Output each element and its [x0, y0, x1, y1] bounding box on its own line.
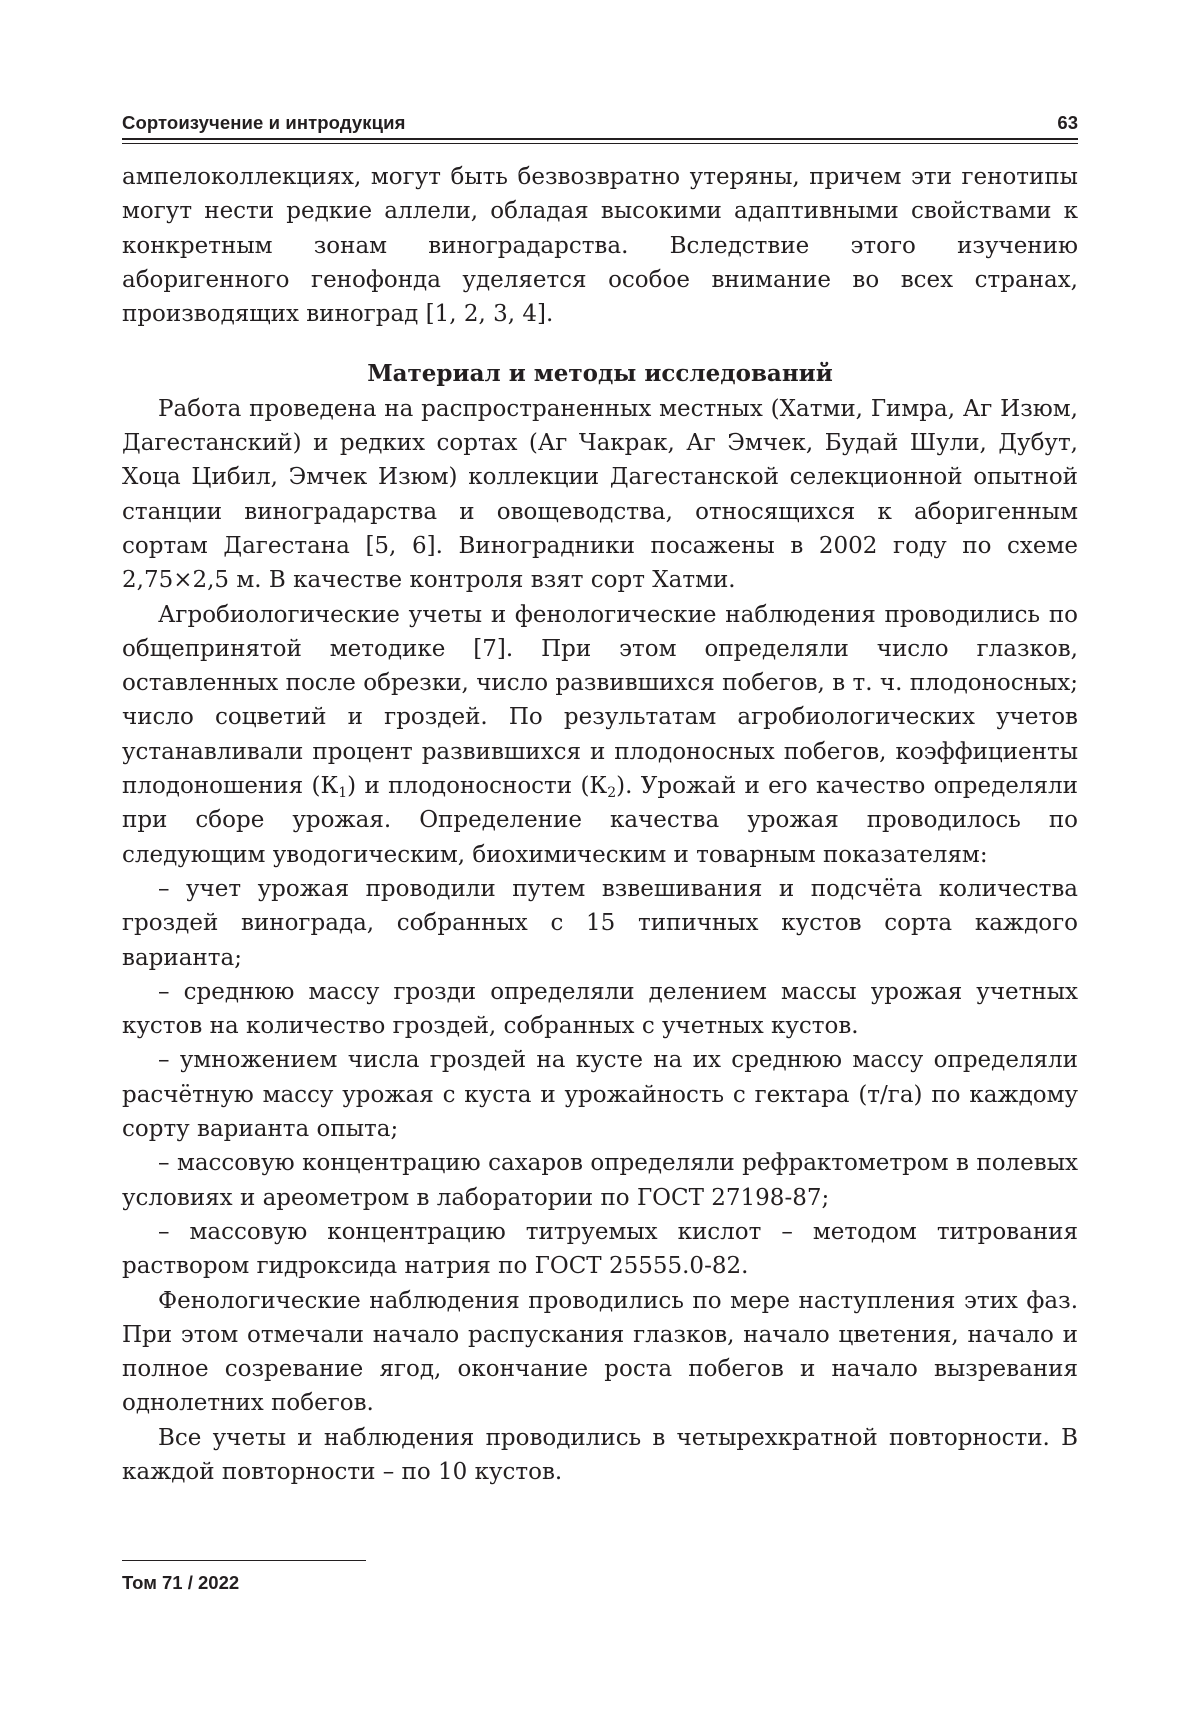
list-item: – массовую концентрацию титруемых кислот – методом титрования раствором гидроксида натрия по ГОСТ 25555.0-82. [122, 1218, 1078, 1280]
page-number: 63 [1057, 112, 1078, 133]
paragraph-methods-text-c: ). Урожай и его качество определяли при сборе урожая. Определение качества урожая проводилось по следующим уводогическим, биохимическим и товарным показателям: [122, 773, 1078, 868]
section-title: Сортоизучение и интродукция [122, 112, 406, 133]
header-rule-thin [122, 143, 1078, 144]
list-item: – учет урожая проводили путем взвешивания и подсчёта количества гроздей винограда, собранных с 15 типичных кустов сорта каждого варианта; [122, 875, 1078, 971]
paragraph-methods-text-a: Агробиологические учеты и фенологические наблюдения проводились по общепринятой методике [7]. При этом определяли число глазков, оставленных после обрезки, число развившихся побегов, в т. ч. плодоносных; число соцветий и гроздей. По результатам агробиологических учетов устанавливали процент развившихся и плодоносных побегов, коэффициенты плодоношения (К [122, 601, 1078, 800]
section-heading: Материал и методы исследований [367, 360, 833, 388]
subscript-2: 2 [607, 785, 617, 802]
subscript-1: 1 [338, 785, 348, 802]
paragraph-continued: ампелоколлекциях, могут быть безвозвратно утеряны, причем эти генотипы могут нести редкие аллели, обладая высокими адаптивными свойствами к конкретным зонам виноградарства. Вследствие этого изучению аборигенного генофонда уделяется особое внимание во всех странах, производящих виноград [1, 2, 3, 4]. [122, 164, 1078, 328]
header-rule-thick [122, 138, 1078, 140]
footer-rule [122, 1560, 366, 1561]
paragraph-material: Работа проведена на распространенных местных (Хатми, Гимра, Аг Изюм, Дагестанский) и редких сортах (Аг Чакрак, Аг Эмчек, Будай Шули, Дубут, Хоца Цибил, Эмчек Изюм) коллекции Дагестанской селекционной опытной станции виноградарства и овощеводства, относящихся к аборигенным сортам Дагестана [5, 6]. Виноградники посажены в 2002 году по схеме 2,75×2,5 м. В качестве контроля взят сорт Хатми. [122, 395, 1078, 594]
list-item: – среднюю массу грозди определяли делением массы урожая учетных кустов на количество гроздей, собранных с учетных кустов. [122, 978, 1078, 1040]
running-header [122, 112, 1078, 140]
paragraph-phenology: Фенологические наблюдения проводились по мере наступления этих фаз. При этом отмечали начало распускания глазков, начало цветения, начало и полное созревание ягод, окончание роста побегов и начало вызревания однолетних побегов. [122, 1287, 1078, 1417]
paragraph-methods [122, 598, 1078, 872]
paragraph-methods-text-b: ) и плодоносности (К [347, 773, 608, 800]
main-text [122, 160, 1078, 1489]
list-item: – умножением числа гроздей на кусте на их среднюю массу определяли расчётную массу урожая с куста и урожайность с гектара (т/га) по каждому сорту варианта опыта; [122, 1047, 1078, 1143]
list-item: – массовую концентрацию сахаров определяли рефрактометром в полевых условиях и ареометром в лаборатории по ГОСТ 27198-87; [122, 1150, 1078, 1211]
paragraph-repetitions: Все учеты и наблюдения проводились в четырехкратной повторности. В каждой повторности – по 10 кустов. [122, 1424, 1078, 1485]
footer-volume: Том 71 / 2022 [122, 1572, 240, 1593]
